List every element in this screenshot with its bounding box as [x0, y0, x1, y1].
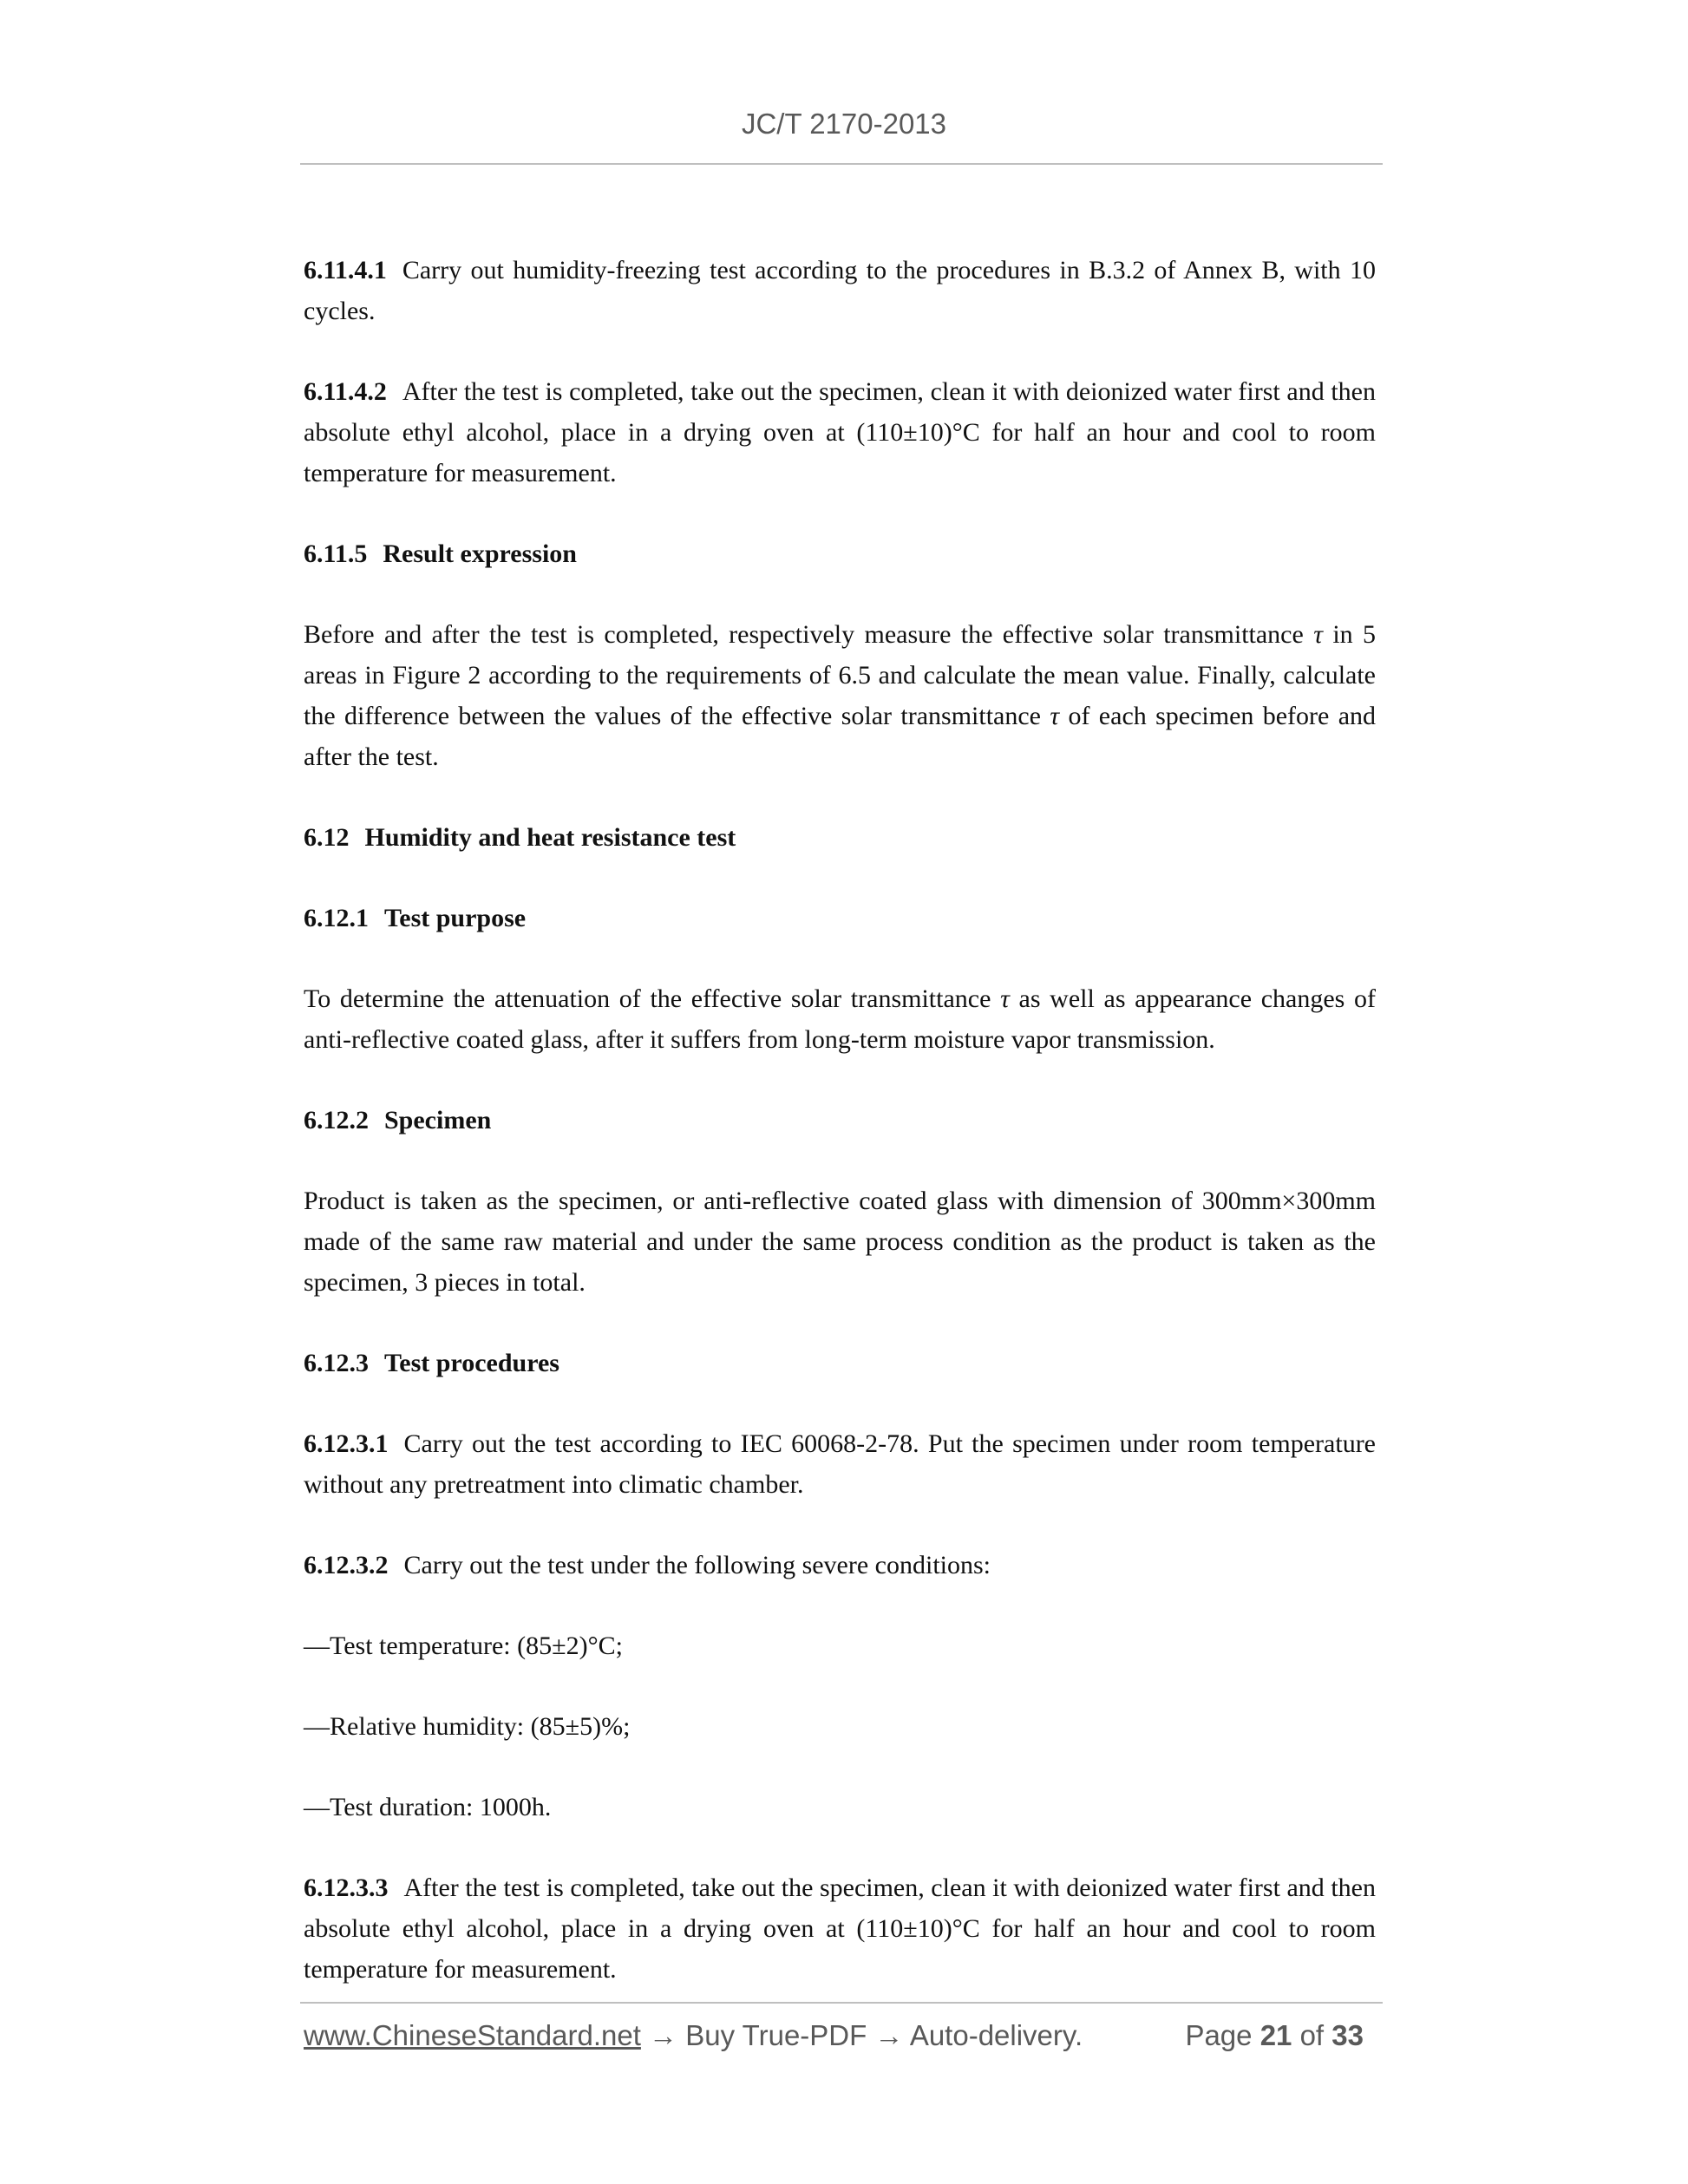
of-label: of: [1299, 2019, 1325, 2051]
heading-6-12-3: [304, 1343, 1376, 1383]
list-item-humidity: —Relative humidity: (85±5)%;: [304, 1712, 631, 1741]
paragraph-text: as well as appearance changes of anti-reflective coated glass, after it suffers from long-term moisture vapor transmission.: [304, 984, 1376, 1054]
footer-promo-text: → Buy True-PDF → Auto-delivery.: [649, 2019, 1083, 2051]
paragraph-specimen: Product is taken as the specimen, or anti-reflective coated glass with dimension of 300mm×300mm made of the same raw material and under the same process condition as the product is taken as the specimen, 3 pieces in total.: [304, 1187, 1376, 1297]
document-body: [304, 250, 1376, 2030]
paragraph-result-expression: [304, 614, 1376, 777]
heading-6-12: [304, 817, 1376, 858]
paragraph-test-purpose: [304, 978, 1376, 1060]
paragraph-text: Carry out humidity-freezing test according to the procedures in B.3.2 of Annex B, with 10 cycles.: [304, 256, 1376, 325]
paragraph-6-12-3-3: [304, 1867, 1376, 1990]
footer-divider: [300, 2002, 1383, 2004]
clause-number: 6.12.3.3: [304, 1873, 389, 1902]
heading-6-12-2: [304, 1100, 1376, 1141]
header-doc-id: JC/T 2170-2013: [741, 108, 947, 140]
clause-number: 6.12: [304, 823, 350, 852]
page-total: 33: [1331, 2019, 1364, 2051]
clause-number: 6.12.3.1: [304, 1429, 389, 1458]
paragraph-6-12-3-2: [304, 1545, 1376, 1586]
page-footer: [304, 2019, 1376, 2063]
paragraph-text: in 5 areas in Figure 2 according to the requirements of 6.5 and calculate the mean value. Finally, calculate the difference between the values of the effective solar transmittance: [304, 620, 1377, 730]
paragraph-text: After the test is completed, take out the specimen, clean it with deionized water first and then absolute ethyl alcohol, place in a drying oven at (110±10)°C for half an hour and cool to room temperature for measurement.: [304, 377, 1376, 487]
clause-number: 6.11.4.1: [304, 256, 387, 284]
clause-number: 6.12.3.2: [304, 1551, 389, 1579]
heading-title: Humidity and heat resistance test: [364, 823, 736, 852]
heading-6-11-5: [304, 533, 1376, 574]
heading-title: Test procedures: [384, 1349, 559, 1377]
chinesestandard-link[interactable]: www.ChineseStandard.net: [304, 2019, 641, 2051]
paragraph-text: of each specimen before and after the test.: [304, 702, 1377, 771]
paragraph-text: To determine the attenuation of the effective solar transmittance: [304, 984, 991, 1013]
footer-promo: [304, 2019, 1083, 2052]
list-item-temperature: —Test temperature: (85±2)°C;: [304, 1631, 623, 1660]
heading-title: Test purpose: [384, 904, 527, 932]
clause-number: 6.12.1: [304, 904, 369, 932]
tau-symbol: τ: [1313, 620, 1323, 649]
heading-title: Result expression: [383, 539, 577, 568]
page-indicator: [1185, 2019, 1364, 2052]
list-item-duration: —Test duration: 1000h.: [304, 1793, 552, 1821]
paragraph-6-11-4-1: [304, 250, 1376, 331]
paragraph-6-12-3-1: [304, 1423, 1376, 1505]
paragraph-text: After the test is completed, take out the specimen, clean it with deionized water first and then absolute ethyl alcohol, place in a drying oven at (110±10)°C for half an hour and cool to room temperature for measurement.: [304, 1873, 1376, 1984]
heading-6-12-1: [304, 898, 1376, 938]
tau-symbol: τ: [1000, 984, 1010, 1013]
clause-number: 6.11.5: [304, 539, 368, 568]
page-label: Page: [1185, 2019, 1253, 2051]
header-divider: [300, 163, 1383, 165]
heading-title: Specimen: [384, 1106, 492, 1135]
clause-number: 6.12.3: [304, 1349, 369, 1377]
clause-number: 6.11.4.2: [304, 377, 387, 406]
clause-number: 6.12.2: [304, 1106, 369, 1135]
paragraph-text: Carry out the test under the following severe conditions:: [403, 1551, 991, 1579]
page-number: 21: [1259, 2019, 1292, 2051]
paragraph-text: Carry out the test according to IEC 60068-2-78. Put the specimen under room temperature without any pretreatment into climatic chamber.: [304, 1429, 1376, 1499]
paragraph-6-11-4-2: [304, 371, 1376, 494]
paragraph-text: Before and after the test is completed, respectively measure the effective solar transmittance: [304, 620, 1304, 649]
tau-symbol: τ: [1050, 702, 1060, 730]
